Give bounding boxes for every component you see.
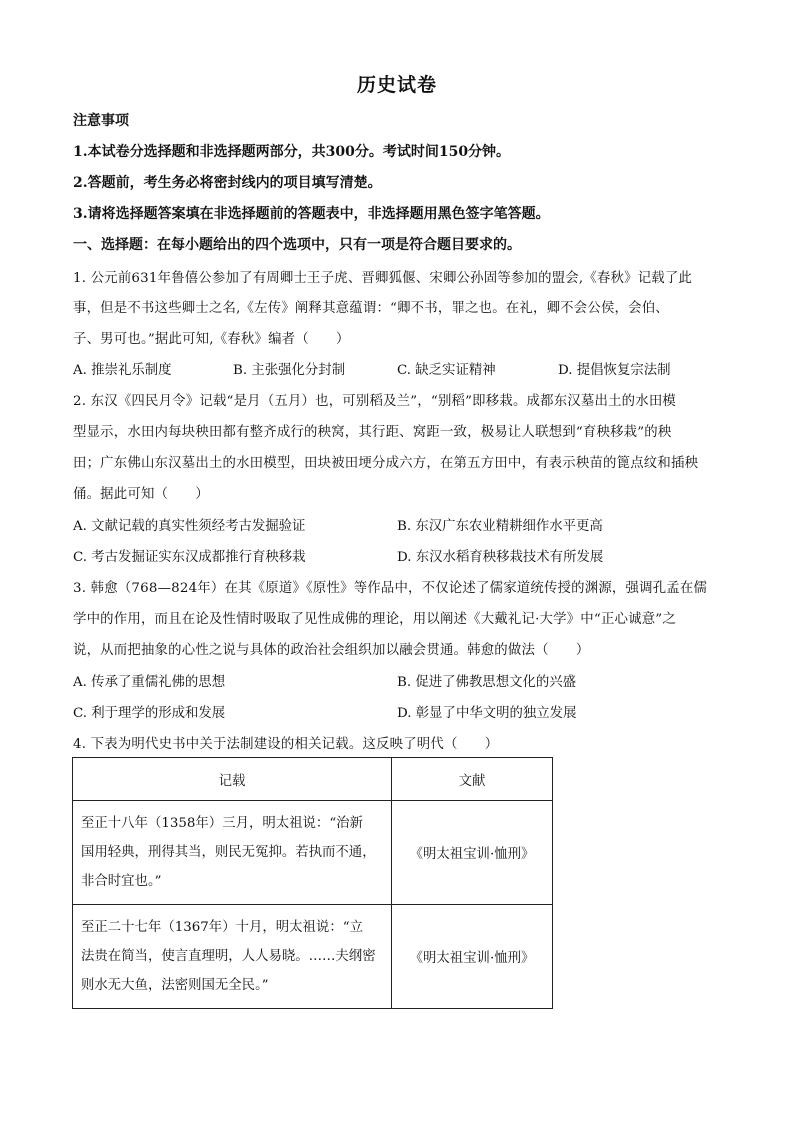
q3-option-b[interactable]: B. 促进了佛教思想文化的兴盛 (397, 675, 577, 690)
q3-stem-line-1: 3. 韩愈（768—824年）在其《原道》《原性》等作品中，不仅论述了儒家道统传授的渊源，强调孔孟在儒 (73, 581, 708, 596)
record-line: 则水无大鱼，法密则国无全民。” (81, 978, 269, 993)
page-title: 历史试卷 (356, 74, 437, 96)
table-cell-record (73, 905, 392, 1009)
record-line: 国用轻典，刑得其当，则民无冤抑。若执而不通， (81, 845, 376, 860)
record-line: 法贵在简当，使言直理明，人人易晓。……夫纲密 (81, 949, 376, 964)
q2-stem-line-2: 型显示，水田内每块秧田都有整齐成行的秧窝，其行距、窝距一致，极易让人联想到“育秧移栽”的秧 (73, 425, 672, 440)
q2-stem-line-4: 俑。据此可知（ ） (73, 487, 209, 502)
q2-option-c[interactable]: C. 考古发掘证实东汉成都推行育秧移栽 (73, 550, 306, 565)
q1-option-b[interactable]: B. 主张强化分封制 (233, 363, 346, 378)
q1-option-c[interactable]: C. 缺乏实证精神 (397, 363, 496, 378)
record-line: 至正二十七年（1367年）十月，明太祖说：“立 (81, 920, 363, 935)
q2-option-b[interactable]: B. 东汉广东农业精耕细作水平更高 (397, 519, 603, 534)
q3-option-a[interactable]: A. 传承了重儒礼佛的思想 (73, 675, 226, 690)
q4-records-table (72, 757, 553, 1009)
section-heading: 一、选择题：在每小题给出的四个选项中，只有一项是符合题目要求的。 (73, 237, 521, 253)
table-row (73, 801, 553, 905)
q3-stem-line-2: 学中的作用，而且在论及性情时吸取了见性成佛的理论，用以阐述《大戴礼记·大学》中“正心诚意”之 (73, 612, 676, 627)
q3-option-c[interactable]: C. 利于理学的形成和发展 (73, 706, 226, 721)
q4-stem: 4. 下表为明代史书中关于法制建设的相关记载。这反映了明代（ ） (73, 737, 499, 752)
q3-stem-line-3: 说，从而把抽象的心性之说与具体的政治社会组织加以融会贯通。韩愈的做法（ ） (73, 643, 590, 658)
q3-option-d[interactable]: D. 彰显了中华文明的独立发展 (397, 706, 577, 721)
q2-option-a[interactable]: A. 文献记载的真实性须经考古发掘验证 (73, 519, 306, 534)
table-row (73, 905, 553, 1009)
table-cell-record (73, 801, 392, 905)
q1-option-a[interactable]: A. 推崇礼乐制度 (73, 363, 172, 378)
table-header-row (73, 758, 553, 801)
q1-stem-line-2: 事，但是不书这些卿士之名,《左传》阐释其意蕴谓：“卿不书，罪之也。在礼，卿不会公侯，会伯、 (73, 301, 669, 316)
table-header-record: 记载 (73, 758, 392, 801)
q2-option-d[interactable]: D. 东汉水稻育秧移栽技术有所发展 (397, 550, 604, 565)
q1-stem-line-3: 子、男可也。”据此可知,《春秋》编者（ ） (73, 332, 350, 347)
notice-item-1: 1.本试卷分选择题和非选择题两部分，共300分。考试时间150分钟。 (73, 144, 511, 160)
table-cell-source: 《明太祖宝训·恤刑》 (392, 801, 553, 905)
q2-stem-line-3: 田；广东佛山东汉墓出土的水田模型，田块被田埂分成六方，在第五方田中，有表示秧苗的篦点纹和插秧 (73, 456, 699, 471)
record-line: 至正十八年（1358年）三月，明太祖说：“治新 (81, 816, 363, 831)
notice-item-2: 2.答题前，考生务必将密封线内的项目填写清楚。 (73, 175, 382, 191)
q1-stem-line-1: 1. 公元前631年鲁僖公参加了有周卿士王子虎、晋卿狐偃、宋卿公孙固等参加的盟会,《春秋》记载了此 (73, 271, 693, 286)
notice-item-3: 3.请将选择题答案填在非选择题前的答题表中，非选择题用黑色签字笔答题。 (73, 206, 550, 222)
notice-heading: 注意事项 (73, 113, 129, 129)
record-line: 非合时宜也。” (81, 874, 162, 889)
table-cell-source: 《明太祖宝训·恤刑》 (392, 905, 553, 1009)
table-header-source: 文献 (392, 758, 553, 801)
q1-option-d[interactable]: D. 提倡恢复宗法制 (558, 363, 671, 378)
q2-stem-line-1: 2. 东汉《四民月令》记载“是月（五月）也，可别稻及兰”，“别稻”即移栽。成都东汉墓出土的水田模 (73, 394, 677, 409)
